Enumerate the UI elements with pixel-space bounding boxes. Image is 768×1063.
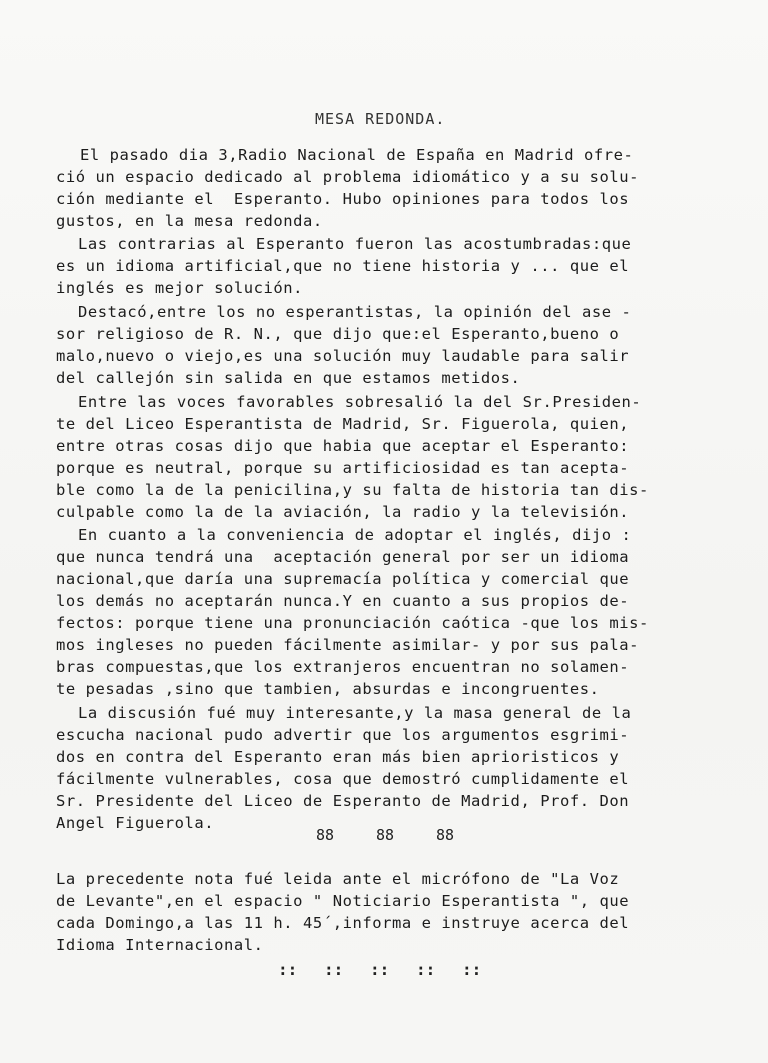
text-line: escucha nacional pudo advertir que los argumentos esgrimi- (56, 726, 630, 744)
text-line: Entre las voces favorables sobresalió la del Sr.Presiden- (78, 393, 642, 411)
end-mark: :: (462, 960, 482, 979)
text-line: te del Liceo Esperantista de Madrid, Sr. Figuerola, quien, (56, 415, 630, 433)
text-line: ción mediante el Esperanto. Hubo opiniones para todos los (56, 190, 630, 208)
end-mark: :: (278, 960, 298, 979)
text-line: fácilmente vulnerables, cosa que demostró cumplidamente el (56, 770, 630, 788)
text-line: entre otras cosas dijo que habia que aceptar el Esperanto: (56, 437, 630, 455)
text-line: Las contrarias al Esperanto fueron las acostumbradas:que (78, 235, 632, 253)
text-line: sor religioso de R. N., que dijo que:el Esperanto,bueno o (56, 325, 620, 343)
separator-mark: 88 (436, 826, 455, 844)
end-marks (0, 960, 768, 980)
text-line: te pesadas ,sino que tambien, absurdas e incongruentes. (56, 680, 600, 698)
text-line: Sr. Presidente del Liceo de Esperanto de Madrid, Prof. Don (56, 792, 630, 810)
text-line: Angel Figuerola. (56, 814, 215, 832)
text-line: nacional,que daría una supremacía política y comercial que (56, 570, 630, 588)
text-line: Destacó,entre los no esperantistas, la opinión del ase - (78, 303, 632, 321)
note-line: La precedente nota fué leida ante el micrófono de "La Voz (56, 870, 620, 888)
note-line: de Levante",en el espacio " Noticiario Esperantista ", que (56, 892, 630, 910)
text-line: ble como la de la penicilina,y su falta de historia tan dis- (56, 481, 649, 499)
note-line: Idioma Internacional. (56, 936, 264, 954)
end-mark: :: (324, 960, 344, 979)
note-line: cada Domingo,a las 11 h. 45´,informa e instruye acerca del (56, 914, 630, 932)
text-line: bras compuestas,que los extranjeros encuentran no solamen- (56, 658, 630, 676)
separator-mark: 88 (316, 826, 335, 844)
text-line: porque es neutral, porque su artificiosidad es tan acepta- (56, 459, 630, 477)
text-line: inglés es mejor solución. (56, 279, 304, 297)
text-line: mos ingleses no pueden fácilmente asimilar- y por sus pala- (56, 636, 640, 654)
text-line: malo,nuevo o viejo,es una solución muy laudable para salir (56, 347, 630, 365)
text-line: gustos, en la mesa redonda. (56, 212, 323, 230)
page-title: MESA REDONDA. (315, 110, 446, 128)
end-mark: :: (416, 960, 436, 979)
text-line: que nunca tendrá una aceptación general por ser un idioma (56, 548, 630, 566)
text-line: del callejón sin salida en que estamos metidos. (56, 369, 521, 387)
text-line: El pasado dia 3,Radio Nacional de España en Madrid ofre- (80, 146, 634, 164)
end-mark: :: (370, 960, 390, 979)
text-line: ció un espacio dedicado al problema idiomático y a su solu- (56, 168, 640, 186)
text-line: En cuanto a la conveniencia de adoptar el inglés, dijo : (78, 526, 632, 544)
text-line: los demás no aceptarán nunca.Y en cuanto a sus propios de- (56, 592, 630, 610)
section-separator (0, 826, 768, 848)
text-line: culpable como la de la aviación, la radio y la televisión. (56, 503, 630, 521)
text-line: La discusión fué muy interesante,y la masa general de la (78, 704, 632, 722)
text-line: fectos: porque tiene una pronunciación caótica -que los mis- (56, 614, 649, 632)
separator-mark: 88 (376, 826, 395, 844)
text-line: dos en contra del Esperanto eran más bien aprioristicos y (56, 748, 620, 766)
text-line: es un idioma artificial,que no tiene historia y ... que el (56, 257, 630, 275)
